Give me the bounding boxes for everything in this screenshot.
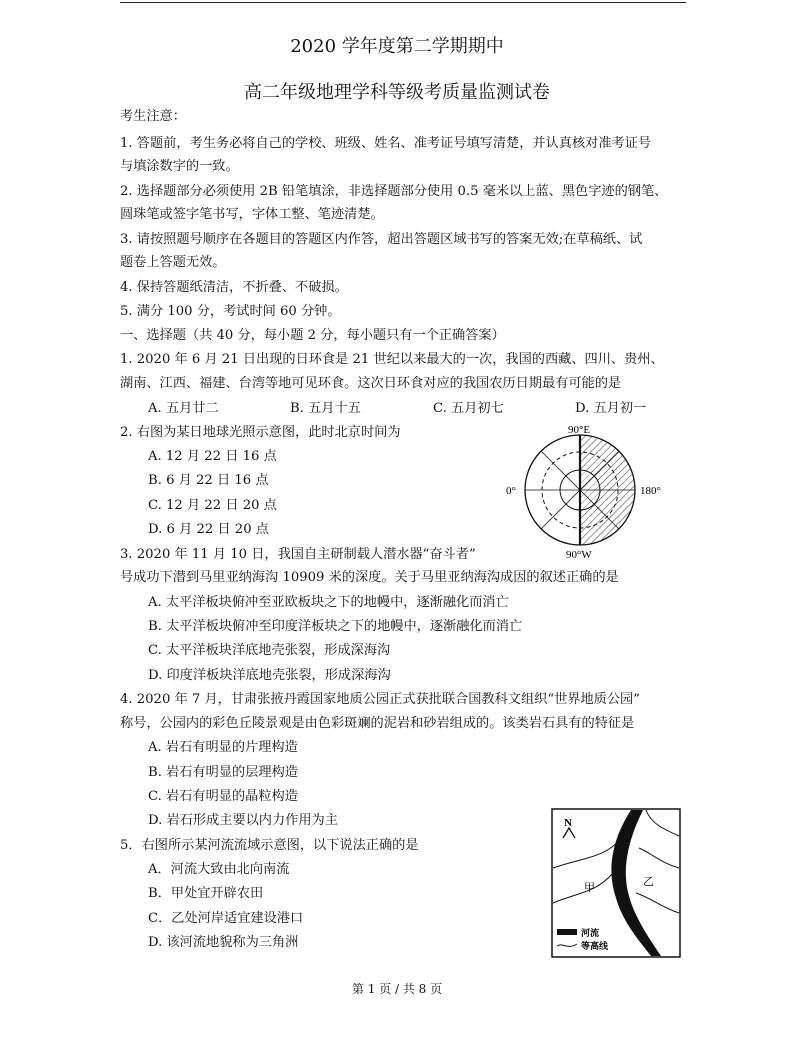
- label-jia: 甲: [584, 882, 595, 894]
- question-1-option-d: D. 五月初一: [575, 401, 647, 416]
- question-3-option-c: C. 太平洋板块洋底地壳张裂，形成深海沟: [148, 643, 391, 658]
- label-180: 180°: [640, 485, 661, 497]
- question-5-option-b: B．甲处宜开辟农田: [148, 886, 264, 901]
- polar-illumination-diagram: [500, 422, 675, 562]
- north-label: N: [564, 817, 572, 829]
- question-1-option-a: A. 五月廿二: [148, 401, 219, 416]
- question-4-option-b: B. 岩石有明显的层理构造: [148, 765, 298, 780]
- question-3-option-b: B. 太平洋板块俯冲至印度洋板块之下的地幔中，逐渐融化而消亡: [148, 619, 523, 634]
- notice-line: 3. 请按照题号顺序在各题目的答题区内作答，超出答题区域书写的答案无效;在草稿纸、试: [120, 232, 643, 247]
- label-90w: 90°W: [566, 549, 592, 561]
- question-5-option-a: A．河流大致由北向南流: [148, 862, 290, 877]
- notice-heading: 考生注意：: [120, 109, 186, 124]
- question-4-stem: 4. 2020 年 7 月，甘肃张掖丹霞国家地质公园正式获批联合国教科文组织“世界地质公园”: [120, 692, 640, 707]
- question-4-option-c: C. 岩石有明显的晶粒构造: [148, 789, 298, 804]
- notice-line: 5. 满分 100 分，考试时间 60 分钟。: [120, 304, 341, 319]
- notice-line: 题卷上答题无效。: [120, 255, 226, 270]
- question-4-option-d: D. 岩石形成主要以内力作用为主: [148, 813, 338, 828]
- section-heading: 一、选择题（共 40 分，每小题 2 分，每小题只有一个正确答案）: [120, 328, 505, 343]
- question-3-option-a: A. 太平洋板块俯冲至亚欧板块之下的地幔中，逐渐融化而消亡: [148, 595, 509, 610]
- question-5-stem: 5．右图所示某河流流域示意图，以下说法正确的是: [120, 838, 419, 853]
- legend-river-swatch: [557, 929, 577, 935]
- question-3-stem: 3. 2020 年 11 月 10 日，我国自主研制载人潜水器“奋斗者”: [120, 547, 476, 562]
- question-1-stem: 1. 2020 年 6 月 21 日出现的日环食是 21 世纪以来最大的一次，我国的西藏、四川、贵州、: [120, 352, 664, 367]
- notice-line: 与填涂数字的一致。: [120, 159, 239, 174]
- river-basin-map: [551, 808, 681, 958]
- question-2-option-c: C. 12 月 22 日 20 点: [148, 498, 277, 513]
- question-2-option-d: D. 6 月 22 日 20 点: [148, 522, 269, 537]
- header-rule: [120, 2, 686, 3]
- label-yi: 乙: [643, 876, 654, 888]
- question-4-stem-cont: 称号，公园内的彩色丘陵景观是由色彩斑斓的泥岩和砂岩组成的。该类岩石具有的特征是: [120, 716, 635, 731]
- question-2-option-a: A. 12 月 22 日 16 点: [148, 449, 277, 464]
- question-5-option-d: D. 该河流地貌称为三角洲: [148, 935, 299, 950]
- legend-contour-label: 等高线: [581, 941, 609, 951]
- notice-line: 圆珠笔或签字笔书写，字体工整、笔迹清楚。: [120, 207, 384, 222]
- exam-subtitle: 高二年级地理学科等级考质量监测试卷: [244, 82, 550, 103]
- page-footer: 第 1 页 / 共 8 页: [351, 982, 443, 996]
- question-5-option-c: C．乙处河岸适宜建设港口: [148, 911, 304, 926]
- question-2-stem: 2. 右图为某日地球光照示意图，此时北京时间为: [120, 425, 401, 440]
- question-1-option-b: B. 五月十五: [290, 401, 361, 416]
- notice-line: 2. 选择题部分必须使用 2B 铅笔填涂，非选择题部分使用 0.5 毫米以上蓝、黑色字迹的钢笔、: [120, 184, 668, 199]
- notice-line: 4. 保持答题纸清洁，不折叠、不破损。: [120, 280, 348, 295]
- label-90e: 90°E: [568, 424, 591, 436]
- question-3-stem-cont: 号成功下潜到马里亚纳海沟 10909 米的深度。关于马里亚纳海沟成因的叙述正确的是: [120, 570, 619, 585]
- label-0: 0°: [506, 485, 516, 497]
- exam-title: 2020 学年度第二学期期中: [290, 36, 504, 57]
- question-2-option-b: B. 6 月 22 日 16 点: [148, 473, 269, 488]
- question-1-stem-cont: 湖南、江西、福建、台湾等地可见环食。这次日环食对应的我国农历日期最有可能的是: [120, 376, 622, 391]
- notice-line: 1. 答题前，考生务必将自己的学校、班级、姓名、准考证号填写清楚，并认真核对准考证号: [120, 136, 652, 151]
- legend-river-label: 河流: [581, 928, 600, 938]
- question-4-option-a: A. 岩石有明显的片理构造: [148, 740, 298, 755]
- question-1-option-c: C. 五月初七: [433, 401, 504, 416]
- question-3-option-d: D. 印度洋板块洋底地壳张裂，形成深海沟: [148, 668, 391, 683]
